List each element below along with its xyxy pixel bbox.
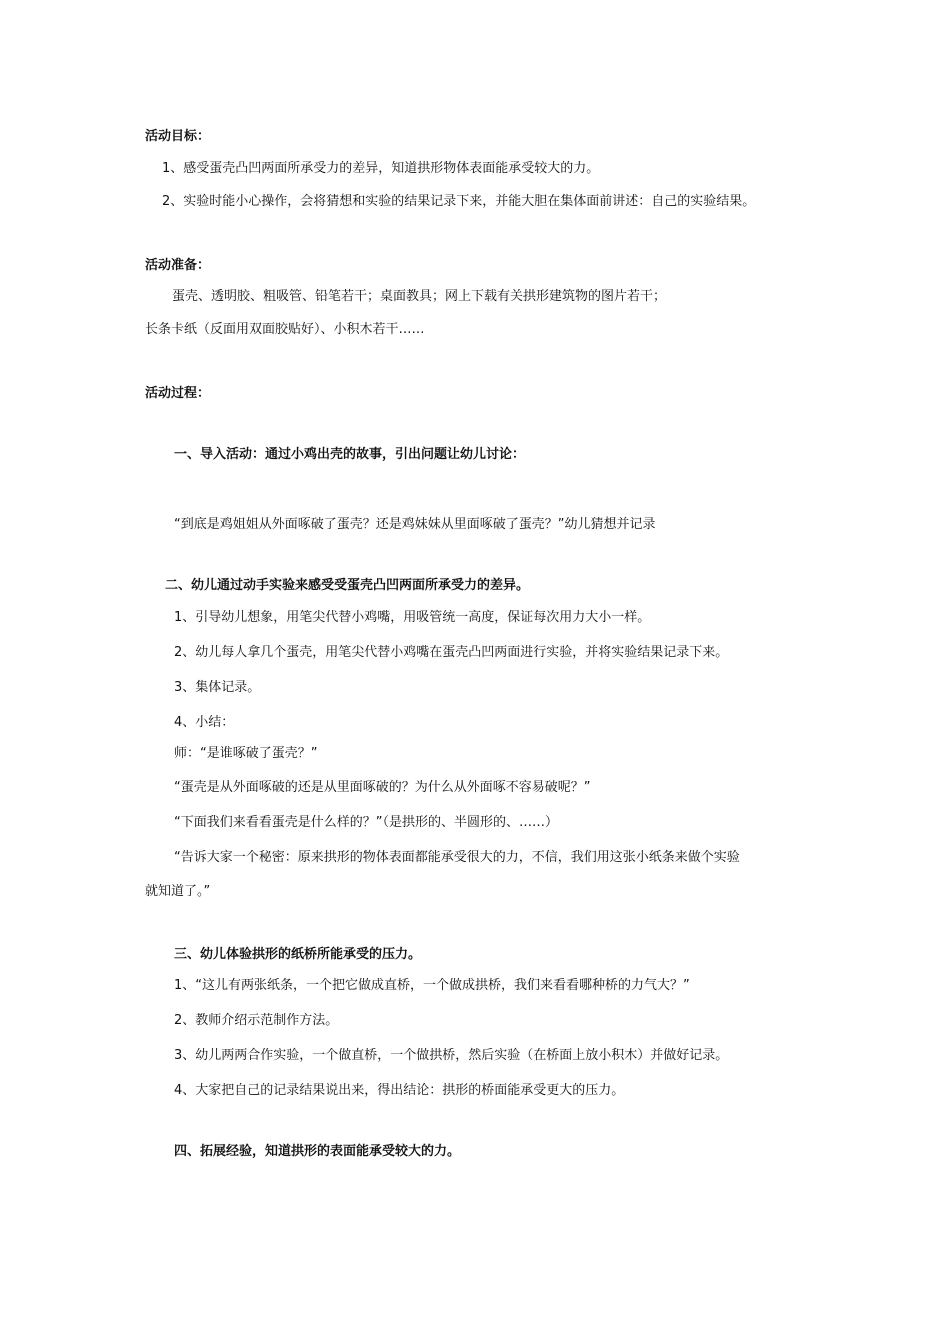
goals-heading: 活动目标： bbox=[145, 129, 211, 144]
part2-title: 二、幼儿通过动手实验来感受受蛋壳凸凹两面所承受力的差异。 bbox=[165, 578, 530, 593]
process-heading: 活动过程： bbox=[145, 386, 211, 401]
part3-item: 2、教师介绍示范制作方法。 bbox=[174, 1013, 339, 1028]
part2-item: 师：“是谁啄破了蛋壳？” bbox=[174, 746, 318, 761]
part1-quote: “到底是鸡姐姐从外面啄破了蛋壳？还是鸡妹妹从里面啄破了蛋壳？”幼儿猜想并记录 bbox=[174, 517, 656, 532]
part2-item: 1、引导幼儿想象，用笔尖代替小鸡嘴，用吸管统一高度，保证每次用力大小一样。 bbox=[174, 610, 651, 625]
goal-item: 1、感受蛋壳凸凹两面所承受力的差异，知道拱形物体表面能承受较大的力。 bbox=[162, 161, 600, 176]
part2-item: 4、小结： bbox=[174, 715, 235, 730]
part1-title: 一、导入活动：通过小鸡出壳的故事，引出问题让幼儿讨论： bbox=[174, 447, 526, 462]
goal-item: 2、实验时能小心操作，会将猜想和实验的结果记录下来，并能大胆在集体面前讲述：自己的实验结果。 bbox=[162, 194, 756, 209]
part3-item: 3、幼儿两两合作实验，一个做直桥，一个做拱桥，然后实验（在桥面上放小积木）并做好记录。 bbox=[174, 1048, 729, 1063]
part2-item: 3、集体记录。 bbox=[174, 680, 261, 695]
preparation-line: 蛋壳、透明胶、粗吸管、铅笔若干；桌面教具；网上下载有关拱形建筑物的图片若干； bbox=[172, 289, 667, 304]
preparation-heading: 活动准备： bbox=[145, 258, 211, 273]
part2-item: “下面我们来看看蛋壳是什么样的？”（是拱形的、半圆形的、……） bbox=[174, 815, 558, 830]
part2-item: “蛋壳是从外面啄破的还是从里面啄破的？为什么从外面啄不容易破呢？” bbox=[174, 780, 591, 795]
part2-item: “告诉大家一个秘密：原来拱形的物体表面都能承受很大的力，不信，我们用这张小纸条来做个实验 bbox=[174, 850, 740, 865]
preparation-line: 长条卡纸（反面用双面胶贴好）、小积木若干…… bbox=[145, 322, 425, 337]
part4-title: 四、拓展经验，知道拱形的表面能承受较大的力。 bbox=[174, 1144, 461, 1159]
part3-item: 1、“这儿有两张纸条，一个把它做成直桥，一个做成拱桥，我们来看看哪种桥的力气大？” bbox=[174, 978, 690, 993]
part2-item: 就知道了。” bbox=[145, 884, 211, 899]
part3-item: 4、大家把自己的记录结果说出来，得出结论：拱形的桥面能承受更大的压力。 bbox=[174, 1083, 625, 1098]
part2-item: 2、幼儿每人拿几个蛋壳，用笔尖代替小鸡嘴在蛋壳凸凹两面进行实验，并将实验结果记录下来。 bbox=[174, 645, 729, 660]
part3-title: 三、幼儿体验拱形的纸桥所能承受的压力。 bbox=[174, 947, 422, 962]
